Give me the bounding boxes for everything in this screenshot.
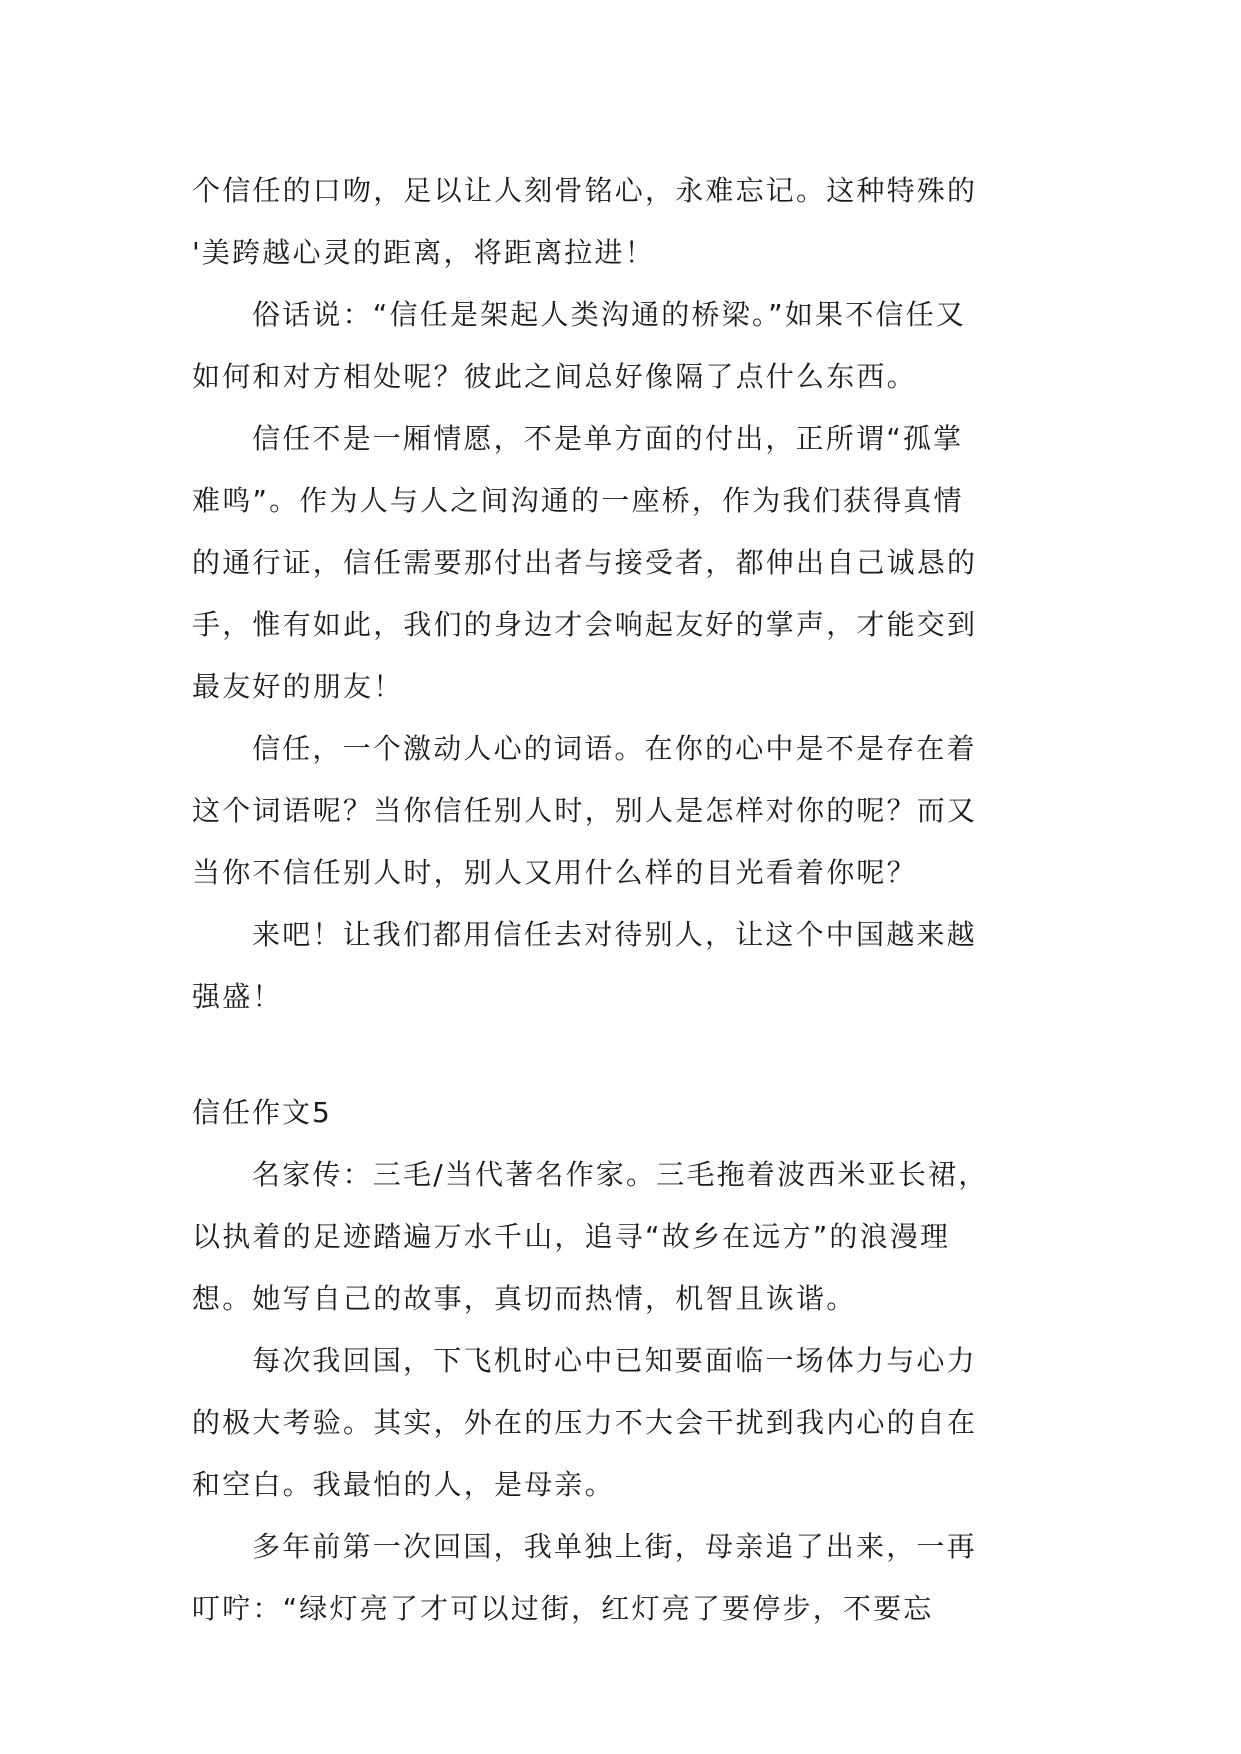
text-line: 和空白。我最怕的人，是母亲。	[192, 1468, 615, 1501]
paragraph-start-line: 俗话说：“信任是架起人类沟通的桥梁。”如果不信任又	[252, 298, 967, 331]
text-line: 的通行证，信任需要那付出者与接受者，都伸出自己诚恳的	[192, 546, 978, 579]
paragraph-start-line: 来吧！让我们都用信任去对待别人，让这个中国越来越	[252, 918, 977, 951]
text-line: '美跨越心灵的距离，将距离拉进！	[192, 236, 655, 269]
paragraph-start-line: 名家传：三毛/当代著名作家。三毛拖着波西米亚长裙，	[252, 1158, 989, 1191]
text-line: 强盛！	[192, 980, 283, 1013]
text-line: 最友好的朋友！	[192, 670, 404, 703]
text-line: 以执着的足迹踏遍万水千山，追寻“故乡在远方”的浪漫理	[192, 1220, 951, 1253]
text-line: 当你不信任别人时，别人又用什么样的目光看着你呢？	[192, 856, 917, 889]
text-line: 难鸣”。作为人与人之间沟通的一座桥，作为我们获得真情	[192, 484, 964, 517]
text-line: 如何和对方相处呢？彼此之间总好像隔了点什么东西。	[192, 360, 917, 393]
paragraph-start-line: 多年前第一次回国，我单独上街，母亲追了出来，一再	[252, 1530, 977, 1563]
text-line: 想。她写自己的故事，真切而热情，机智且诙谐。	[192, 1282, 857, 1315]
section-heading: 信任作文5	[192, 1096, 332, 1129]
text-line: 个信任的口吻，足以让人刻骨铭心，永难忘记。这种特殊的	[192, 174, 978, 207]
section-gap	[192, 1028, 1052, 1082]
paragraph-start-line: 每次我回国，下飞机时心中已知要面临一场体力与心力	[252, 1344, 977, 1377]
paragraph-start-line: 信任不是一厢情愿，不是单方面的付出，正所谓“孤掌	[252, 422, 964, 455]
document-body	[192, 160, 1052, 1640]
text-line: 手，惟有如此，我们的身边才会响起友好的掌声，才能交到	[192, 608, 978, 641]
text-line: 这个词语呢？当你信任别人时，别人是怎样对你的呢？而又	[192, 794, 978, 827]
text-line: 的极大考验。其实，外在的压力不大会干扰到我内心的自在	[192, 1406, 978, 1439]
text-line: 叮咛：“绿灯亮了才可以过街，红灯亮了要停步，不要忘	[192, 1592, 934, 1625]
paragraph-start-line: 信任，一个激动人心的词语。在你的心中是不是存在着	[252, 732, 977, 765]
